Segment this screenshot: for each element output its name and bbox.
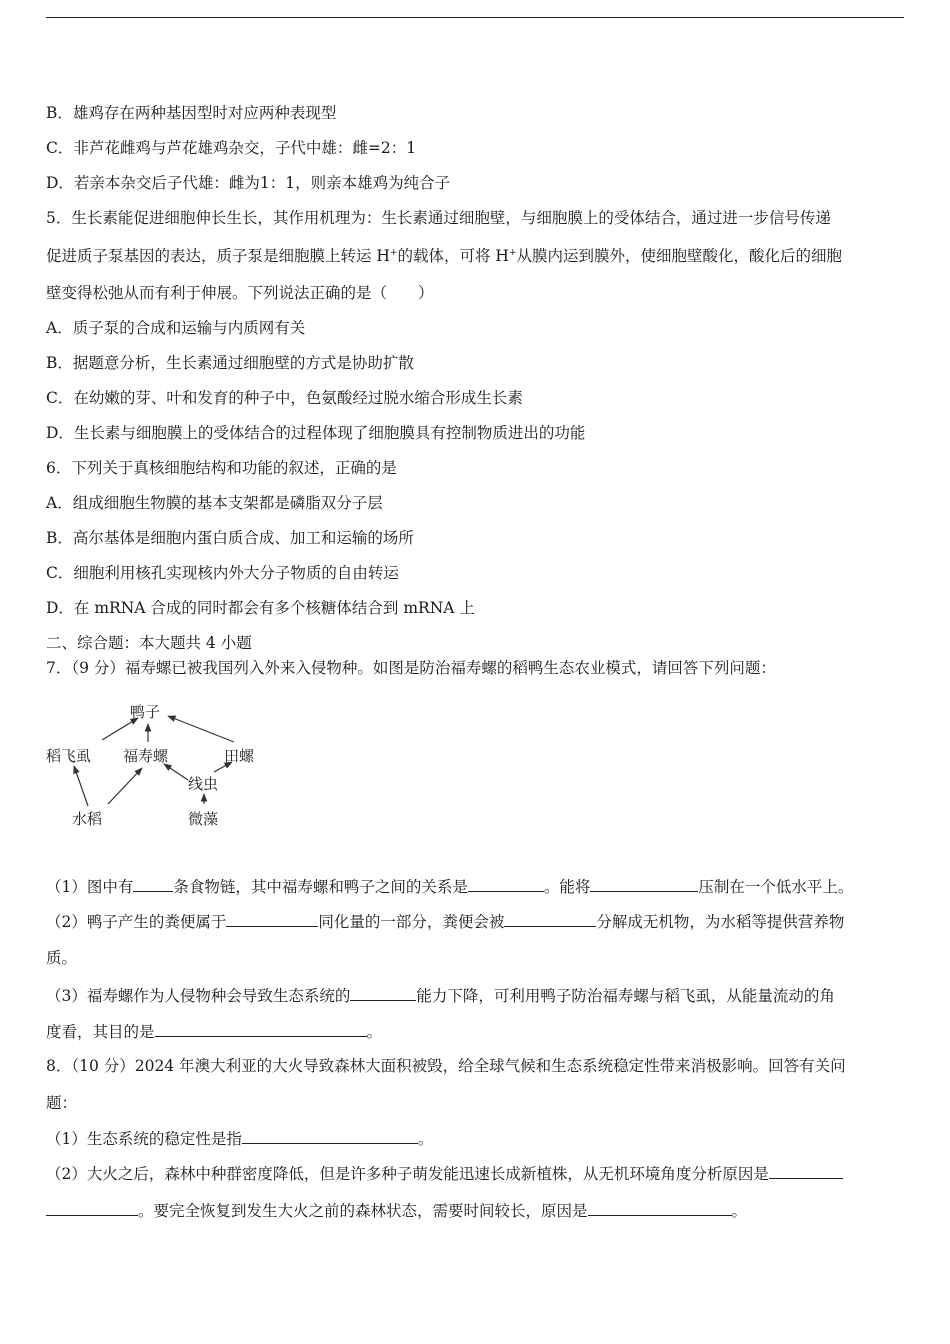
arrow-fieldsnail-to-duck (168, 716, 234, 742)
q8-sub2 (46, 1163, 843, 1184)
answer-blank[interactable] (242, 1128, 418, 1144)
answer-blank[interactable] (155, 1021, 367, 1037)
node-nematode: 线虫 (188, 775, 219, 793)
arrow-planthopper-to-duck (102, 718, 138, 740)
q4-option-d: D．若亲本杂交后子代雄：雌为1：1，则亲本雄鸡为纯合子 (46, 174, 451, 192)
header-rule (46, 17, 904, 18)
q8-sub1 (46, 1128, 433, 1149)
q8-sub2-text-b: 。要完全恢复到发生大火之前的森林状态，需要时间较长，原因是 (138, 1202, 588, 1220)
answer-blank[interactable] (769, 1163, 843, 1179)
q5-stem-line-1: 5．生长素能促进细胞伸长生长，其作用机理为：生长素通过细胞壁，与细胞膜上的受体结合，通过进一步信号传递 (46, 209, 831, 227)
q5-superscript: + (389, 248, 398, 258)
q5-superscript: + (508, 248, 517, 258)
q7-sub1-text-c: 。能将 (543, 878, 591, 896)
q6-option-d: D．在 mRNA 合成的同时都会有多个核糖体结合到 mRNA 上 (46, 599, 475, 617)
node-microalgae: 微藻 (188, 810, 219, 828)
answer-blank[interactable] (46, 1200, 138, 1216)
q8-sub2-cont (46, 1200, 747, 1221)
q7-sub1-text-a: （1）图中有 (46, 878, 134, 896)
node-rice: 水稻 (72, 810, 103, 828)
q7-sub3-text-b: 能力下降，可利用鸭子防治福寿螺与稻飞虱，从能量流动的角 (416, 987, 835, 1005)
arrow-rice-to-planthopper (74, 766, 88, 806)
food-web-diagram (44, 696, 276, 836)
q7-stem: 7．（9 分）福寿螺已被我国列入外来入侵物种。如图是防治福寿螺的稻鸭生态农业模式，请回答下列问题： (46, 659, 776, 677)
q8-sub1-text-b: 。 (417, 1130, 434, 1148)
arrow-nematode-to-applesnail (164, 764, 188, 780)
q6-stem: 6．下列关于真核细胞结构和功能的叙述，正确的是 (46, 459, 397, 477)
q8-sub2-text-c: 。 (731, 1202, 748, 1220)
q7-sub2-text-a: （2）鸭子产生的粪便属于 (46, 913, 227, 931)
node-apple-snail: 福寿螺 (123, 747, 169, 765)
q7-sub2 (46, 911, 844, 932)
q4-option-b: B．雄鸡存在两种基因型时对应两种表现型 (46, 104, 337, 122)
node-planthopper: 稻飞虱 (46, 747, 92, 765)
q7-sub2-cont: 质。 (46, 949, 78, 967)
arrow-rice-to-applesnail (108, 768, 142, 804)
q5-stem-part-a: 促进质子泵基因的表达，质子泵是细胞膜上转运 H (46, 247, 390, 265)
answer-blank[interactable] (504, 911, 596, 927)
answer-blank[interactable] (350, 985, 416, 1001)
q7-sub3-text-a: （3）福寿螺作为人侵物种会导致生态系统的 (46, 987, 351, 1005)
q7-sub1-text-b: 条食物链，其中福寿螺和鸭子之间的关系是 (173, 878, 468, 896)
q6-option-a: A．组成细胞生物膜的基本支架都是磷脂双分子层 (46, 494, 383, 512)
q5-stem-part-b: 的载体，可将 H (397, 247, 509, 265)
q8-stem-line-1: 8．（10 分）2024 年澳大利亚的大火导致森林大面积被毁，给全球气候和生态系统稳定性带来消极影响。回答有关问 (46, 1057, 846, 1075)
q7-sub3-text-c: 度看，其目的是 (46, 1023, 155, 1041)
q4-option-c: C．非芦花雌鸡与芦花雄鸡杂交，子代中雄：雌=2：1 (46, 139, 417, 157)
q8-sub1-text-a: （1）生态系统的稳定性是指 (46, 1130, 242, 1148)
q7-sub1-text-d: 压制在一个低水平上。 (698, 878, 854, 896)
q7-sub2-text-b: 同化量的一部分，粪便会被 (318, 913, 505, 931)
q5-stem-part-c: 从膜内运到膜外，使细胞壁酸化，酸化后的细胞 (516, 247, 843, 265)
q6-option-c: C．细胞利用核孔实现核内外大分子物质的自由转运 (46, 564, 399, 582)
q5-stem-line-3: 壁变得松弛从而有利于伸展。下列说法正确的是（ ） (46, 284, 434, 302)
q7-sub3-text-d: 。 (366, 1023, 383, 1041)
q7-sub3-cont (46, 1021, 382, 1042)
q5-option-a: A．质子泵的合成和运输与内质网有关 (46, 319, 306, 337)
q6-option-b: B．高尔基体是细胞内蛋白质合成、加工和运输的场所 (46, 529, 414, 547)
section-heading: 二、综合题：本大题共 4 小题 (46, 634, 252, 652)
node-duck: 鸭子 (130, 703, 161, 721)
q7-sub3 (46, 985, 835, 1006)
q7-sub2-text-c: 分解成无机物，为水稻等提供营养物 (596, 913, 845, 931)
q5-option-d: D．生长素与细胞膜上的受体结合的过程体现了细胞膜具有控制物质进出的功能 (46, 424, 586, 442)
q8-sub2-text-a: （2）大火之后，森林中种群密度降低，但是许多种子萌发能迅速长成新植株，从无机环境角度分析原因是 (46, 1165, 769, 1183)
q5-stem-line-2 (46, 246, 842, 266)
answer-blank[interactable] (588, 1200, 732, 1216)
q5-option-b: B．据题意分析，生长素通过细胞壁的方式是协助扩散 (46, 354, 414, 372)
answer-blank[interactable] (468, 876, 544, 892)
node-field-snail: 田螺 (224, 747, 255, 765)
q8-stem-line-2: 题： (46, 1094, 78, 1112)
answer-blank[interactable] (226, 911, 318, 927)
answer-blank[interactable] (590, 876, 698, 892)
q5-option-c: C．在幼嫩的芽、叶和发育的种子中，色氨酸经过脱水缩合形成生长素 (46, 389, 523, 407)
q7-sub1 (46, 876, 853, 897)
answer-blank[interactable] (133, 876, 173, 892)
